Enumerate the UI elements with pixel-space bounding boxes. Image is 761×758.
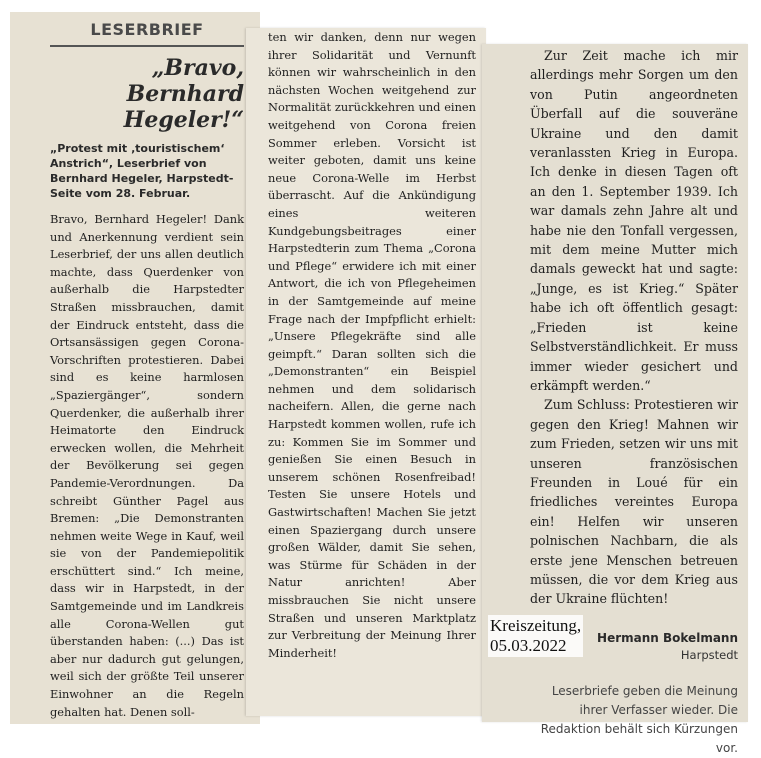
letter-headline: „Bravo, Bernhard Hegeler!“ bbox=[123, 55, 244, 133]
letter-deck: „Protest mit ‚touristischem‘ Anstrich“, Leserbrief von Bernhard Hegeler, Harpstedt-Seite vom 28. Februar. bbox=[50, 142, 234, 200]
column-3-paragraph-1: Zur Zeit mache ich mir allerdings mehr Sorgen um den von Putin angeordneten Überfall auf die souveräne Ukraine und den damit veranlassten Krieg in Europa. Ich denke in diesen Tagen oft an den 1. September 1939. Ich war damals zehn Jahre alt und habe nie den Tonfall vergessen, mit dem meine Mutter mich damals geweckt hat und sagte: „Junge, es ist Krieg.“ Später habe ich oft öffentlich gesagt: „Frieden ist keine Selbstverständlichkeit. Er muss immer wieder gesichert und erkämpft werden.“ bbox=[530, 48, 738, 393]
kicker-rule bbox=[50, 45, 244, 47]
section-kicker: LESERBRIEF bbox=[90, 20, 204, 39]
source-publication: Kreiszeitung, bbox=[490, 616, 582, 635]
column-1-body: Bravo, Bernhard Hegeler! Dank und Anerkennung verdient sein Leserbrief, der uns allen deutlich machte, dass Querdenker von außerhalb die Harpstedter Straßen missbrauchen, damit der Eindruck entsteht, dass die Ortsansässigen gegen Corona-Vorschriften protestieren. Dabei sind es keine harmlosen „Spaziergänger“, sondern Querdenker, die außerhalb ihrer Heimatorte den Eindruck erwecken wollen, die Mehrheit der Bevölkerung sei gegen Pandemie-Verordnungen. Da schreibt Günther Pagel aus Bremen: „Die Demonstranten nehmen weite Wege in Kauf, weil sie von der Pandemiepolitik erschüttert sind.“ Ich meine, dass wir in Harpstedt, in der Samtgemeinde und im Landkreis alle Corona-Wellen gut überstanden haben: (...) Das ist aber nur dadurch gut gelungen, weil sich der größte Teil unserer Einwohner an die Regeln gehalten hat. Denen soll- bbox=[50, 212, 244, 719]
author-name: Hermann Bokelmann bbox=[597, 630, 738, 645]
clipping-column-1 bbox=[10, 12, 260, 724]
editorial-disclaimer: Leserbriefe geben die Meinung ihrer Verfasser wieder. Die Redaktion behält sich Kürzungen vor. bbox=[540, 683, 738, 755]
clipping-column-2 bbox=[246, 28, 486, 716]
source-date: 05.03.2022 bbox=[490, 636, 567, 655]
column-2-body: ten wir danken, denn nur wegen ihrer Solidarität und Vernunft können wir wahrscheinlich in den nächsten Wochen weitgehend zur Normalität zurückkehren und einen weitgehend von Corona freien Sommer erleben. Vorsicht ist weiter geboten, damit uns keine neue Corona-Welle im Herbst überrascht. Auf die Ankündigung eines weiteren Kundgebungsbeitrages einer Harpstedterin zum Thema „Corona und Pflege“ erwidere ich mit einer Antwort, die ich von Pflegeheimen in der Samtgemeinde auf meine Frage nach der Impfpflicht erhielt: „Unsere Pflegekräfte sind alle geimpft.“ Daran sollten sich die „Demonstranten“ ein Beispiel nehmen und dem solidarisch nacheifern. Allen, die gerne nach Harpstedt kommen wollen, rufe ich zu: Kommen Sie im Sommer und genießen Sie einen Besuch in unserem schönen Rosenfreibad! Testen Sie unsere Hotels und Gastwirtschaften! Machen Sie jetzt einen Spaziergang durch unsere großen Wälder, damit Sie sehen, was Stürme für Schäden in der Natur anrichten! Aber missbrauchen Sie nicht unsere Straßen und unseren Marktplatz zur Verbreitung der Meinung Ihrer Minderheit! bbox=[268, 30, 476, 660]
source-note bbox=[488, 615, 583, 657]
author-place: Harpstedt bbox=[680, 647, 738, 662]
column-3-paragraph-2: Zum Schluss: Protestieren wir gegen den Krieg! Mahnen wir zum Frieden, setzen wir uns mit unseren französischen Freunden in Loué für ein friedliches vereintes Europa ein! Helfen wir unseren polnischen Nachbarn, die als erste jene Menschen betreuen müssen, die vor dem Krieg aus der Ukraine flüchten! bbox=[530, 397, 738, 607]
